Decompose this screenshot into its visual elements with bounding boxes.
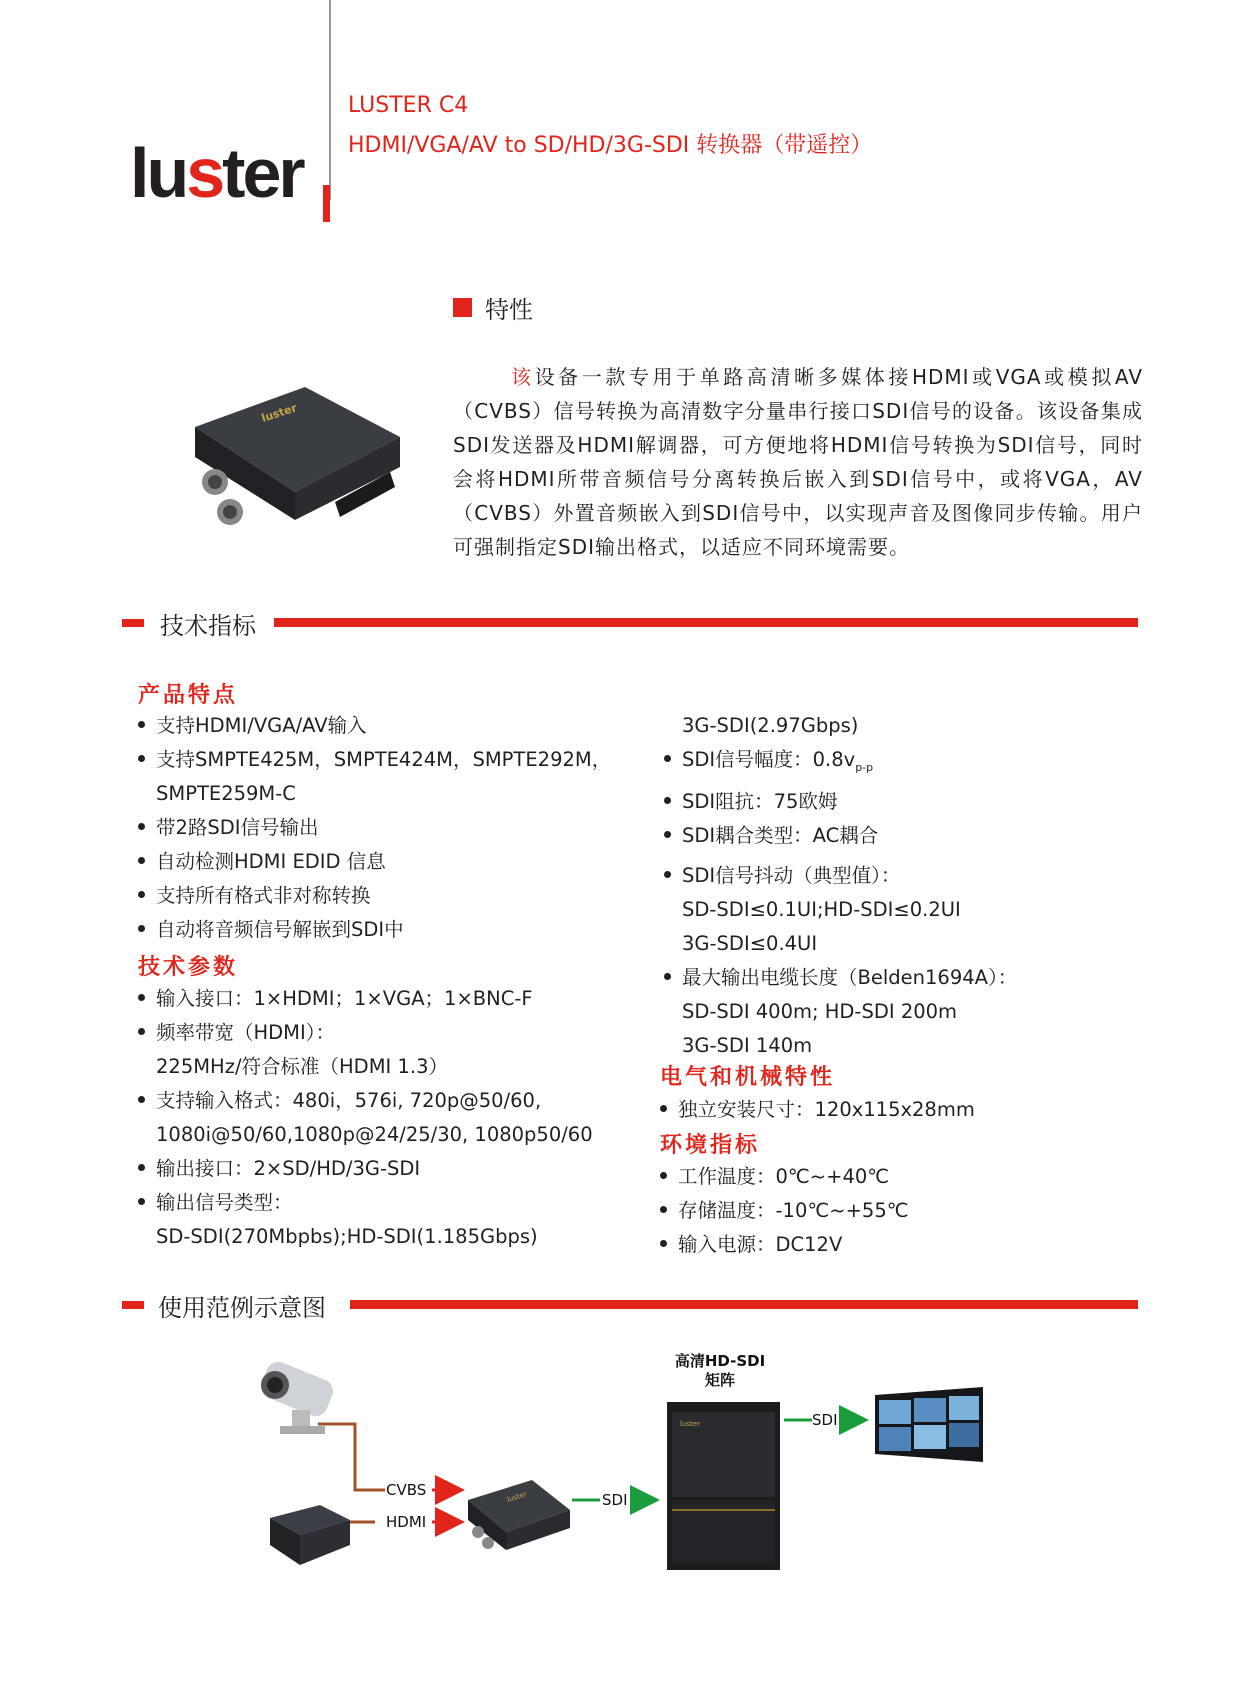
header-red-mark bbox=[323, 185, 330, 222]
svg-text:luster: luster bbox=[680, 1420, 700, 1428]
list-item: 工作温度：0℃~+40℃ bbox=[660, 1160, 909, 1194]
list-item: SDI信号幅度：$0.8v_{p-p}$ bbox=[664, 743, 1017, 785]
cvbs-wire bbox=[318, 1424, 385, 1490]
features-square-icon bbox=[453, 298, 472, 317]
list-item: 支持SMPTE425M，SMPTE424M，SMPTE292M， bbox=[138, 743, 611, 777]
list-item: 输出接口：2×SD/HD/3G-SDI bbox=[138, 1152, 593, 1186]
matrix-label-2: 矩阵 bbox=[704, 1371, 736, 1389]
diagram-heading: 使用范例示意图 bbox=[158, 1294, 326, 1322]
list-item: 最大输出电缆长度（Belden1694A）： bbox=[664, 961, 1017, 995]
matrix-label-1: 高清HD-SDI bbox=[674, 1352, 766, 1370]
sdi-label-2: SDI bbox=[812, 1411, 838, 1429]
sdi-specs-list bbox=[664, 709, 1017, 1063]
list-item: 3G-SDI 140m bbox=[682, 1033, 813, 1057]
header-divider bbox=[329, 0, 331, 200]
sdi-label-1: SDI bbox=[602, 1491, 628, 1509]
electrical-title: 电气和机械特性 bbox=[660, 1065, 836, 1090]
list-item: 支持所有格式非对称转换 bbox=[138, 879, 611, 913]
list-item: 225MHz/符合标准（HDMI 1.3） bbox=[156, 1055, 448, 1078]
list-item: 1080i@50/60,1080p@24/25/30, 1080p50/60 bbox=[156, 1123, 593, 1146]
intro-paragraph: 该设备一款专用于单路高清晰多媒体接HDMI或VGA或模拟AV（CVBS）信号转换为高清数字分量串行接口SDI信号的设备。该设备集成SDI发送器及HDMI解调器，可方便地将HDMI信号转换为SDI信号，同时会将HDMI所带音频信号分离转换后嵌入到SDI信号中，或将VGA，AV（CVBS）外置音频嵌入到SDI信号中，以实现声音及图像同步传输。用户可强制指定SDI输出格式，以适应不同环境需要。 bbox=[453, 365, 1144, 559]
list-item: SDI信号抖动（典型值）： bbox=[664, 859, 1017, 893]
hdmi-source-device-icon bbox=[270, 1505, 350, 1565]
svg-text:luster: luster bbox=[506, 1490, 528, 1504]
sdi-matrix-icon bbox=[667, 1402, 780, 1570]
list-item: 支持HDMI/VGA/AV输入 bbox=[138, 709, 611, 743]
specs-bar-right bbox=[274, 618, 1138, 627]
model-title: LUSTER C4 bbox=[348, 93, 469, 118]
usage-diagram bbox=[0, 1340, 1240, 1580]
environment-title: 环境指标 bbox=[660, 1133, 761, 1158]
list-item: 频率带宽（HDMI）： bbox=[138, 1016, 593, 1050]
list-item: 带2路SDI信号输出 bbox=[138, 811, 611, 845]
specs-bar-left bbox=[122, 619, 144, 627]
list-item: SD-SDI(270Mbpbs);HD-SDI(1.185Gbps) bbox=[156, 1225, 538, 1248]
list-item: 3G-SDI≤0.4UI bbox=[682, 931, 818, 955]
product-features-list bbox=[138, 709, 611, 947]
list-item: 输出信号类型： bbox=[138, 1186, 593, 1220]
list-item: 自动检测HDMI EDID 信息 bbox=[138, 845, 611, 879]
list-item: 存储温度：-10℃~+55℃ bbox=[660, 1194, 909, 1228]
features-heading: 特性 bbox=[485, 296, 533, 324]
list-item: 输入电源：DC12V bbox=[660, 1228, 909, 1262]
diagram-bar-left bbox=[122, 1301, 144, 1309]
tech-params-title: 技术参数 bbox=[138, 955, 239, 980]
list-item: 3G-SDI(2.97Gbps) bbox=[682, 714, 859, 737]
product-features-title: 产品特点 bbox=[138, 683, 239, 708]
list-item: 独立安装尺寸：120x115x28mm bbox=[660, 1093, 975, 1127]
svg-text:luster: luster bbox=[259, 401, 299, 425]
list-item: SMPTE259M-C bbox=[156, 782, 296, 805]
tech-params-list bbox=[138, 982, 593, 1254]
list-item: 输入接口：1×HDMI；1×VGA；1×BNC-F bbox=[138, 982, 593, 1016]
product-title: HDMI/VGA/AV to SD/HD/3G-SDI 转换器（带遥控） bbox=[348, 133, 873, 158]
environment-list bbox=[660, 1160, 909, 1262]
list-item: SDI耦合类型：AC耦合 bbox=[664, 819, 1017, 853]
list-item: SD-SDI≤0.1UI;HD-SDI≤0.2UI bbox=[682, 897, 961, 921]
video-wall-icon bbox=[875, 1387, 983, 1462]
hdmi-label: HDMI bbox=[386, 1513, 427, 1531]
electrical-list bbox=[660, 1093, 975, 1127]
list-item: SD-SDI 400m; HD-SDI 200m bbox=[682, 999, 958, 1023]
list-item: SDI阻抗：75欧姆 bbox=[664, 785, 1017, 819]
list-item: 自动将音频信号解嵌到SDI中 bbox=[138, 913, 611, 947]
diagram-bar-right bbox=[350, 1300, 1138, 1309]
list-item: 支持输入格式：480i，576i, 720p@50/60, bbox=[138, 1084, 593, 1118]
converter-device-icon bbox=[468, 1480, 570, 1550]
product-photo bbox=[185, 382, 405, 562]
cvbs-label: CVBS bbox=[386, 1481, 427, 1499]
specs-heading: 技术指标 bbox=[160, 612, 256, 640]
luster-logo: luster bbox=[130, 134, 303, 212]
